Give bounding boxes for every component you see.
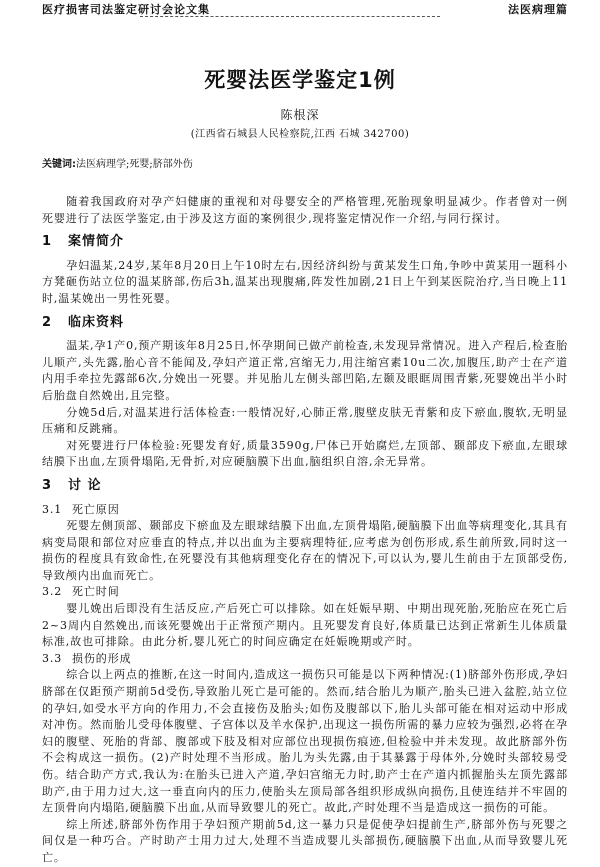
subsection-title: 死亡原因 xyxy=(72,502,120,516)
subsection-heading xyxy=(42,502,568,519)
subsection-number: 3.3 xyxy=(42,651,63,665)
section-heading xyxy=(42,315,568,332)
subsection-number: 3.2 xyxy=(42,585,63,599)
subsection-title: 死亡时间 xyxy=(72,585,120,599)
section-title: 讨 论 xyxy=(68,477,102,493)
subsection-title: 损伤的形成 xyxy=(72,651,132,665)
subsection-number: 3.1 xyxy=(42,502,63,516)
section-number: 2 xyxy=(42,314,53,330)
paragraph: 综上所述,脐部外伤作用于孕妇预产期前5d,这一暴力只是促使孕妇提前生产,脐部外伤与死婴之间仅是一种巧合。产时助产士用力过大,处理不当造成婴儿头部损伤,硬脑膜下出血,从而导致婴儿死亡。 xyxy=(42,817,568,864)
section-heading xyxy=(42,478,568,495)
section-heading xyxy=(42,234,568,251)
author: 陈根深 xyxy=(280,108,320,122)
subsection-heading xyxy=(42,651,568,668)
section-number: 3 xyxy=(42,477,53,493)
keywords xyxy=(42,155,193,170)
keywords-text: 法医病理学;死婴;脐部外伤 xyxy=(76,159,193,170)
section-title: 案情简介 xyxy=(68,234,125,250)
paragraph: 温某,孕1产0,预产期该年8月25日,怀孕期间已做产前检查,未发现异常情况。进入产程后,检查胎儿顺产,头先露,胎心音不能闻及,孕妇产道正常,宫缩无力,用注缩宫素10u二次,加腹压,助产士在产道内用手牵拉先露部6次,分娩出一死婴。并见胎儿左侧头部凹陷,左颞及眼眶周围青紫,死婴娩出半小时后胎盘自然娩出,且完整。 xyxy=(42,339,568,402)
paragraph: 孕妇温某,24岁,某年8月20日上午10时左右,因经济纠纷与黄某发生口角,争吵中黄某用一题科小方凳砸伤站立位的温某脐部,伤后3h,温某出现腹痛,阵发性加剧,21日上午到某医院治疗,当日晚上11时,温某娩出一男性死婴。 xyxy=(42,258,568,305)
subsection-heading xyxy=(42,584,568,601)
paper-body xyxy=(42,194,568,867)
intro-paragraph: 随着我国政府对孕产妇健康的重视和对母婴安全的严格管理,死胎现象明显减少。作者曾对一例死婴进行了法医学鉴定,由于涉及这方面的案例很少,现将鉴定情况作一介绍,与同行探讨。 xyxy=(42,195,568,225)
paper-title: 死婴法医学鉴定1例 xyxy=(204,68,396,92)
running-header-right: 法医病理篇 xyxy=(508,3,568,16)
header-rule xyxy=(140,16,440,17)
paragraph: 婴儿娩出后即没有生活反应,产后死亡可以排除。如在妊娠早期、中期出现死胎,死胎应在死亡后2~3周内自然娩出,而该死婴娩出于正常预产期内。且死婴发育良好,体质量已达到正常新生儿体质量标准,故也可排除。由此分析,婴儿死亡的时间应确定在妊娠晚期或产时。 xyxy=(42,602,568,649)
paragraph: 综合以上两点的推断,在这一时间内,造成这一损伤只可能是以下两种情况:(1)脐部外伤形成,孕妇脐部在仅距预产期前5d受伤,导致胎儿死亡是可能的。然而,结合胎儿为顺产,胎头已进入盆腔,站立位的孕妇,如受水平方向的作用力,不会直接伤及胎头;如伤及腹部以下,胎儿头部可能在相对运动中形成对冲伤。然而胎儿受母体腹壁、子宫体以及羊水保护,出现这一损伤所需的暴力应较为强烈,必将在孕妇的腹壁、死胎的背部、腹部或下肢及相对应部位出现损伤痕迹,但检验中并未发现。故此脐部外伤不会构成这一损伤。(2)产时处理不当形成。胎儿为头先露,由于其暴露于母体外,分娩时头部较易受伤。结合助产方式,我认为:在胎头已进入产道,孕妇宫缩无力时,助产士在产道内抓握胎头左顶先露部助产,由于用力过大,这一垂直向内的压力,使胎头左顶局部各组织形成纵向损伤,且使连结并不牢固的左顶骨向内塌陷,硬脑膜下出血,从而导致婴儿的死亡。故此,产时处理不当是造成这一损伤的可能。 xyxy=(42,668,568,815)
keywords-label: 关键词: xyxy=(42,159,76,170)
paragraph: 对死婴进行尸体检验:死婴发育好,质量3590g,尸体已开始腐烂,左顶部、颞部皮下瘀血,左眼球结膜下出血,左顶骨塌陷,无骨折,对应硬脑膜下出血,脑组织自溶,余无异常。 xyxy=(42,438,568,469)
affiliation: (江西省石城县人民检察院,江西 石城 342700) xyxy=(190,129,410,140)
paragraph: 死婴左侧顶部、颞部皮下瘀血及左眼球结膜下出血,左顶骨塌陷,硬脑膜下出血等病理变化,其具有病变局限和部位对应垂直的特点,并以出血为主要病理特征,应考虑为创伤形成,系生前所致,同时这一损伤的程度具有致命性,在死婴没有其他病理变化存在的情况下,可以认为,婴儿生前由于左顶部受伤,导致颅内出血而死亡。 xyxy=(42,519,568,582)
running-header-left: 医疗损害司法鉴定研讨会论文集 xyxy=(42,3,210,16)
section-number: 1 xyxy=(42,234,53,250)
section-title: 临床资料 xyxy=(68,314,125,330)
paragraph: 分娩5d后,对温某进行活体检查:一般情况好,心肺正常,腹壁皮肤无青紫和皮下瘀血,腹软,无明显压痛和反跳痛。 xyxy=(42,405,568,436)
